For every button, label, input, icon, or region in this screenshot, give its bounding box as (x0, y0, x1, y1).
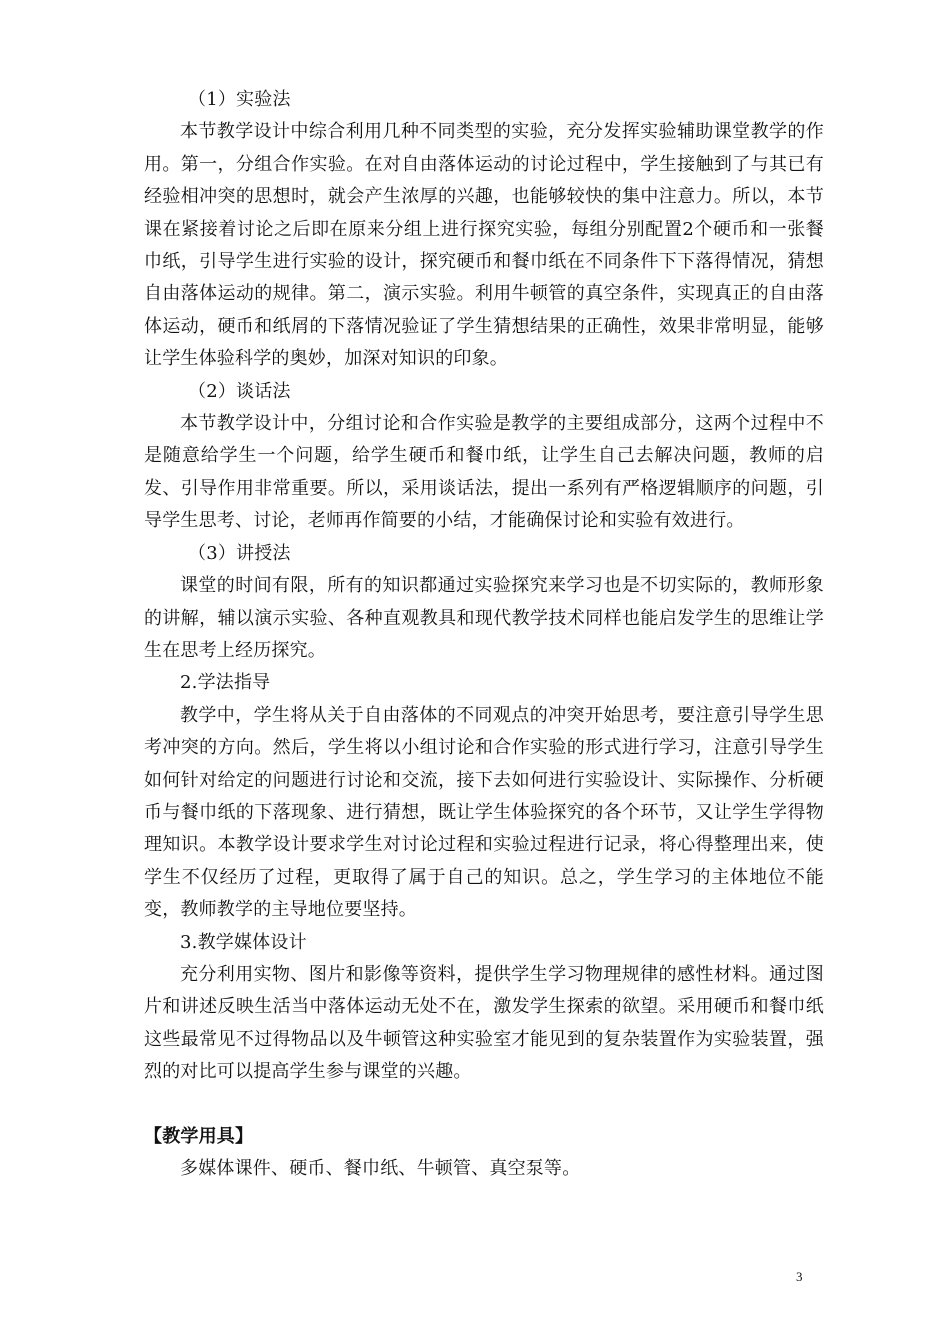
heading-learning-guidance: 2.学法指导 (180, 672, 271, 694)
method-heading-lecture: （3）讲授法 (188, 542, 291, 564)
paragraph-lecture-method: 课堂的时间有限，所有的知识都通过实验探究来学习也是不切实际的，教师形象的讲解，辅以演示实验、各种直观教具和现代教学技术同样也能启发学生的思维让学生在思考上经历探究。 (144, 575, 824, 661)
heading-media-design: 3.教学媒体设计 (180, 931, 307, 953)
paragraph-experiment-method: 本节教学设计中综合利用几种不同类型的实验，充分发挥实验辅助课堂教学的作用。第一，分组合作实验。在对自由落体运动的讨论过程中，学生接触到了与其已有经验相冲突的思想时，就会产生浓厚的兴趣，也能够较快的集中注意力。所以，本节课在紧接着讨论之后即在原来分组上进行探究实验，每组分别配置2个硬币和一张餐巾纸，引导学生进行实验的设计，探究硬币和餐巾纸在不同条件下下落得情况，猜想自由落体运动的规律。第二，演示实验。利用牛顿管的真空条件，实现真正的自由落体运动，硬币和纸屑的下落情况验证了学生猜想结果的正确性，效果非常明显，能够让学生体验科学的奥妙，加深对知识的印象。 (144, 121, 824, 370)
method-heading-experiment: （1）实验法 (188, 89, 291, 110)
document-body (144, 84, 824, 1185)
section-title-teaching-tools: 【教学用具】 (144, 1125, 254, 1147)
page-number: 3 (796, 1269, 803, 1284)
paragraph-learning-guidance: 教学中，学生将从关于自由落体的不同观点的冲突开始思考，要注意引导学生思考冲突的方向。然后，学生将以小组讨论和合作实验的形式进行学习，注意引导学生如何针对给定的问题进行讨论和交流，接下去如何进行实验设计、实际操作、分析硬币与餐巾纸的下落现象、进行猜想，既让学生体验探究的各个环节，又让学生学得物理知识。本教学设计要求学生对讨论过程和实验过程进行记录，将心得整理出来，使学生不仅经历了过程，更取得了属于自己的知识。总之，学生学习的主体地位不能变，教师教学的主导地位要坚持。 (144, 704, 824, 921)
paragraph-teaching-tools: 多媒体课件、硬币、餐巾纸、牛顿管、真空泵等。 (180, 1158, 581, 1179)
paragraph-conversation-method: 本节教学设计中，分组讨论和合作实验是教学的主要组成部分，这两个过程中不是随意给学生一个问题，给学生硬币和餐巾纸，让学生自己去解决问题，教师的启发、引导作用非常重要。所以，采用谈话法，提出一系列有严格逻辑顺序的问题，引导学生思考、讨论，老师再作简要的小结，才能确保讨论和实验有效进行。 (144, 413, 824, 532)
paragraph-media-design: 充分利用实物、图片和影像等资料，提供学生学习物理规律的感性材料。通过图片和讲述反映生活当中落体运动无处不在，激发学生探索的欲望。采用硬币和餐巾纸这些最常见不过得物品以及牛顿管这种实验室才能见到的复杂装置作为实验装置，强烈的对比可以提高学生参与课堂的兴趣。 (144, 963, 824, 1083)
section-spacer (144, 1089, 824, 1121)
method-heading-conversation: （2）谈话法 (188, 380, 291, 402)
